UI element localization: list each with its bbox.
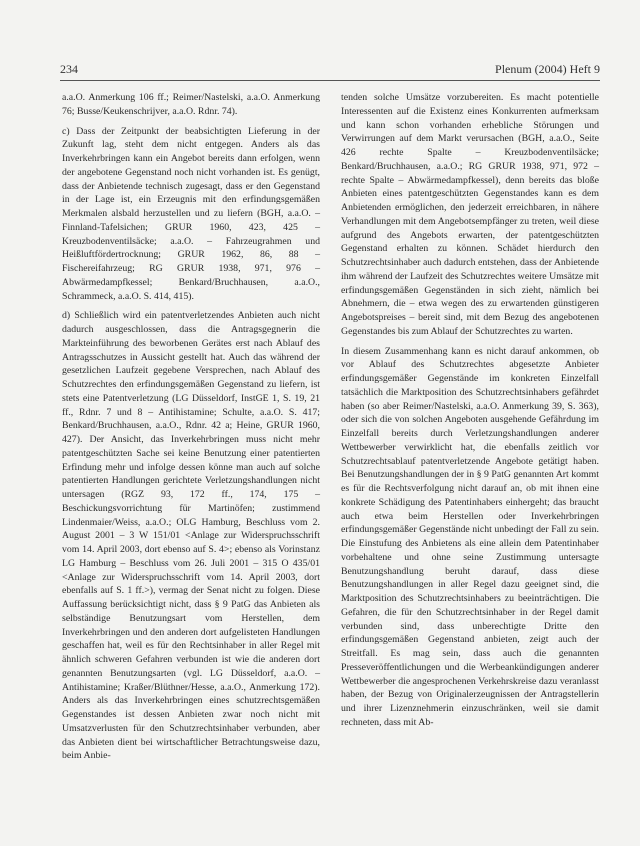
header-rule (60, 80, 600, 81)
paragraph: d) Schließlich wird ein patentverletzendes Anbieten auch nicht dadurch ausgeschlossen, dass die Antragsgegnerin die Markteinführung des beworbenen Gerätes erst nach Ablauf des Antragsschutzes in Aussicht gestellt hat. Auch das während der gesetzlichen Laufzeit gegebene Versprechen, nach Ablauf des Schutzrechtes den erfindungsgemäßen Gegenstand zu liefern, ist stets eine Patentverletzung (LG Düsseldorf, InstGE 1, S. 19, 21 ff., Rdnr. 7 und 8 – Antihistamine; Schulte, a.a.O. S. 417; Benkard/Bruchhausen, a.a.O., Rdnr. 42 a; Heine, GRUR 1960, 427). Der Ansicht, das Inverkehrbringen muss nicht mehr patentgeschützten Sache sei keine Benutzung einer patentierten Erfindung mehr und infolge dessen könne man auch auf solche patentierten Handlungen gerichtete Verletzungshandlungen nicht untersagen (RGZ 93, 172 ff., 174, 175 – Beschickungsvorrichtung für Martinöfen; zustimmend Lindenmaier/Weiss, a.a.O.; OLG Hamburg, Beschluss vom 2. August 2001 – 3 W 151/01 <Anlage zur Widerspruchsschrift vom 14. April 2003, dort ebenso auf S. 4>; ebenso als Vorinstanz LG Hamburg – Beschluss vom 26. Juli 2001 – 315 O 435/01 <Anlage zur Widerspruchsschrift vom 14. April 2003, dort ebenfalls auf S. 1 ff.>), vermag der Senat nicht zu folgen. Diese Auffassung berücksichtigt nicht, dass § 9 PatG das Anbieten als selbständige Benutzungsart vom Herstellen, dem Inverkehrbringen und den anderen dort aufgelisteten Handlungen geschaffen hat, weil es für den Rechtsinhaber in aller Regel mit ähnlich schweren Gefahren verbunden ist wie die anderen dort genannten Benutzungsarten (vgl. LG Düsseldorf, a.a.O. – Antihistamine; Kraßer/Blüthner/Hesse, a.a.O., Anmerkung 172). Anders als das Inverkehrbringen eines schutzrechtsgemäßen Gegenstandes ist dessen Anbieten zwar noch nicht mit Umsatzverlusten für den Schutzrechtsinhaber verbunden, aber das Anbieten dient bei wirtschaftlicher Betrachtungsweise dazu, beim Anbie- (62, 310, 320, 762)
paragraph: In diesem Zusammenhang kann es nicht darauf ankommen, ob vor Ablauf des Schutzrechtes abgesetzte Anbieter erfindungsgemäßer Gegenstände im konkreten Einzelfall tatsächlich die Marktposition des Schutzrechtsinhabers gefährdet haben (so aber Reimer/Nastelski, a.a.O. Anmerkung 39, S. 363), oder sich die von solchen Angeboten ausgehende Gefährdung im Einzelfall bereits durch Verletzungshandlungen anderer Wettbewerber verwirklicht hat, die ebenfalls zeitlich vor Schutzrechtsablauf patentverletzende Angebote getätigt haben. Bei Benutzungshandlungen der in § 9 PatG genannten Art kommt es für die Rechtsverfolgung nicht darauf an, ob mit ihnen eine konkrete Schädigung des Patentinhabers einhergeht; das braucht auch etwa beim Herstellen oder Inverkehrbringen erfindungsgemäßer Gegenstände nicht unbedingt der Fall zu sein. Die Einstufung des Anbietens als eine allein dem Patentinhaber vorbehaltene und ohne seine Zustimmung untersagte Benutzungshandlung beruht darauf, dass diese Benutzungshandlungen in aller Regel dazu geeignet sind, die Marktposition des Schutzrechtsinhabers zu beeinträchtigen. Die Gefahren, die für den Schutzrechtsinhaber in der Regel damit verbunden sind, dass unberechtigte Dritte den erfindungsgemäßen Gegenstand anbieten, zeigt auch der Streitfall. Es mag sein, dass auch die genannten Presseveröffentlichungen und die Werbeankündigungen anderer Wettbewerber die angesprochenen Verkehrskreise dazu veranlasst haben, der Bezug von Originalerzeugnissen der Antragstellerin und ihrer Lizenznehmerin einzuschränken, weil sie damit rechneten, dass mit Ab- (341, 345, 599, 728)
paragraph: tenden solche Umsätze vorzubereiten. Es macht potentielle Interessenten auf die Existenz eines Konkurrenten aufmerksam und kann schon vorhanden erhebliche Störungen und Verwirrungen auf dem Markt verursachen (BGH, a.a.O., Seite 426 rechte Spalte – Kreuzbodenventilsäcke; Benkard/Bruchhausen, a.a.O.; RG GRUR 1938, 971, 972 – rechte Spalte – Abwärmedampfkessel), denn bereits das bloße Anbieten eines patentgeschützten Gegenstandes kann es dem Anbietenden ermöglichen, den jederzeit erreichbaren, in nähere Verhandlungen mit dem Angebotsempfänger zu treten, weil diese aufgrund des Angebots erwarten, der patentgeschützten Gegenstand erhalten zu können. Schädet hierdurch den Schutzrechtsinhaber auch dadurch entstehen, dass der Anbietende ihm während der Laufzeit des Schutzrechtes weitere Umsätze mit erfindungsgemäßen Gegenständen in sich zieht, nämlich bei Abnehmern, die – etwa wegen des zu erwartenden günstigeren Angebotspreises – bereit sind, mit dem Bezug des angebotenen Gegenstandes bis zum Ablauf der Schutzrechtes zu warten. (341, 92, 599, 337)
right-column (341, 91, 599, 736)
paragraph: a.a.O. Anmerkung 106 ff.; Reimer/Nastelski, a.a.O. Anmerkung 76; Busse/Keukenschrijver, a.a.O. Rdnr. 74). (62, 92, 320, 117)
left-column (62, 91, 320, 769)
running-head: Plenum (2004) Heft 9 (495, 62, 600, 76)
page-number: 234 (60, 62, 78, 76)
paragraph: c) Dass der Zeitpunkt der beabsichtigten Lieferung in der Zukunft lag, steht dem nicht entgegen. Anders als das Inverkehrbringen kann ein Angebot bereits dann erfolgen, wenn der angebotene Gegenstand noch nicht vorhanden ist. Es genügt, dass der Anbietende technisch zugesagt, dass er den Gegenstand in der Lage ist, ein Erzeugnis mit den erfindungsgemäßen Merkmalen alsbald herzustellen und zu liefern (BGH, a.a.O. – Finnland-Tafelsichen; GRUR 1960, 423, 425 – Kreuzbodenventilsäcke; a.a.O. – Fahrzeugrahmen und Heißluftfördertrocknung; GRUR 1962, 86, 88 – Fischereifahrzeug; RG GRUR 1938, 971, 976 – Abwärmedampfkessel; Benkard/Bruchhausen, a.a.O., Schrammeck, a.a.O. S. 414, 415). (62, 125, 320, 302)
page-header (60, 62, 600, 78)
